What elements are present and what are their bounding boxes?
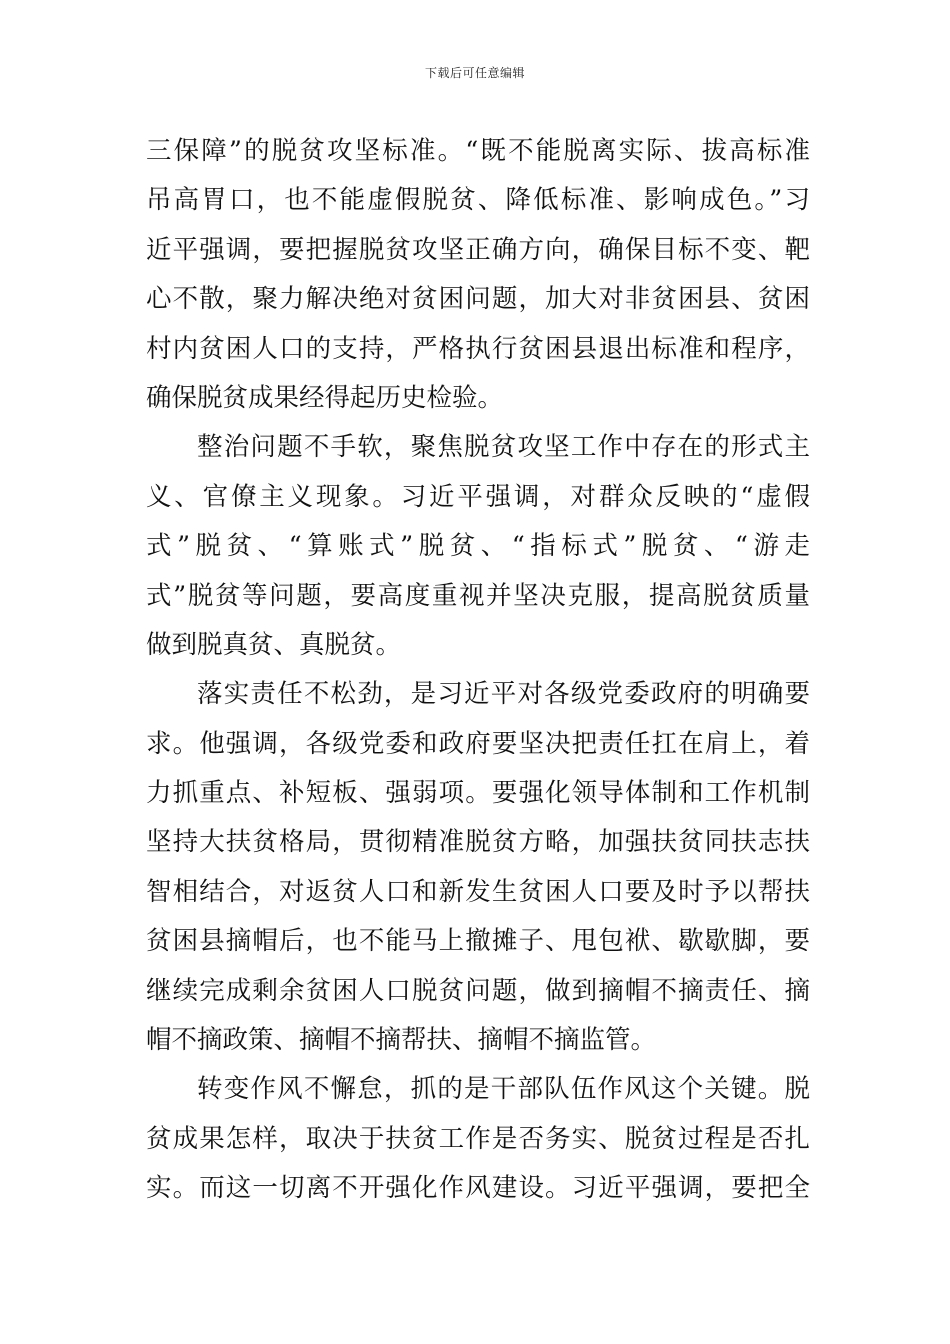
text-line: 整治问题不手软，聚焦脱贫攻坚工作中存在的形式主 [197,432,810,463]
text-line: 确保脱贫成果经得起历史检验。 [146,382,504,413]
paragraph [146,1065,810,1213]
text-line: 式”脱贫、“算账式”脱贫、“指标式”脱贫、“游走 [146,531,810,562]
document-body [146,127,810,1214]
text-line: 贫成果怎样，取决于扶贫工作是否务实、脱贫过程是否扎 [146,1123,810,1154]
text-line: 式”脱贫等问题，要高度重视并坚决克服，提高脱贫质量 [146,580,810,611]
text-line: 求。他强调，各级党委和政府要坚决把责任扛在肩上，着 [146,728,810,759]
text-line: 吊高胃口，也不能虚假脱贫、降低标准、影响成色。”习 [146,185,810,216]
text-line: 力抓重点、补短板、强弱项。要强化领导体制和工作机制 [146,778,810,809]
page-header: 下载后可任意编辑 [424,66,525,80]
text-line: 做到脱真贫、真脱贫。 [146,629,402,660]
text-line: 智相结合，对返贫人口和新发生贫困人口要及时予以帮扶 [146,876,810,907]
text-line: 义、官僚主义现象。习近平强调，对群众反映的“虚假 [146,481,810,512]
text-line: 心不散，聚力解决绝对贫困问题，加大对非贫困县、贫困 [146,284,810,315]
text-line: 落实责任不松劲，是习近平对各级党委政府的明确要 [197,679,810,710]
text-line: 村内贫困人口的支持，严格执行贫困县退出标准和程序， [146,333,810,364]
text-line: 贫困县摘帽后，也不能马上撤摊子、甩包袱、歇歇脚，要 [146,926,810,957]
paragraph [146,423,810,670]
text-line: 实。而这一切离不开强化作风建设。习近平强调，要把全 [146,1173,810,1204]
text-line: 近平强调，要把握脱贫攻坚正确方向，确保目标不变、靶 [146,234,810,265]
text-line: 转变作风不懈怠，抓的是干部队伍作风这个关键。脱 [197,1074,810,1105]
text-line: 帽不摘政策、摘帽不摘帮扶、摘帽不摘监管。 [146,1025,657,1056]
text-line: 继续完成剩余贫困人口脱贫问题，做到摘帽不摘责任、摘 [146,975,810,1006]
text-line: 坚持大扶贫格局，贯彻精准脱贫方略，加强扶贫同扶志扶 [146,827,810,858]
text-line: 三保障”的脱贫攻坚标准。“既不能脱离实际、拔高标准 [146,136,810,166]
paragraph [146,670,810,1065]
paragraph [146,127,810,423]
